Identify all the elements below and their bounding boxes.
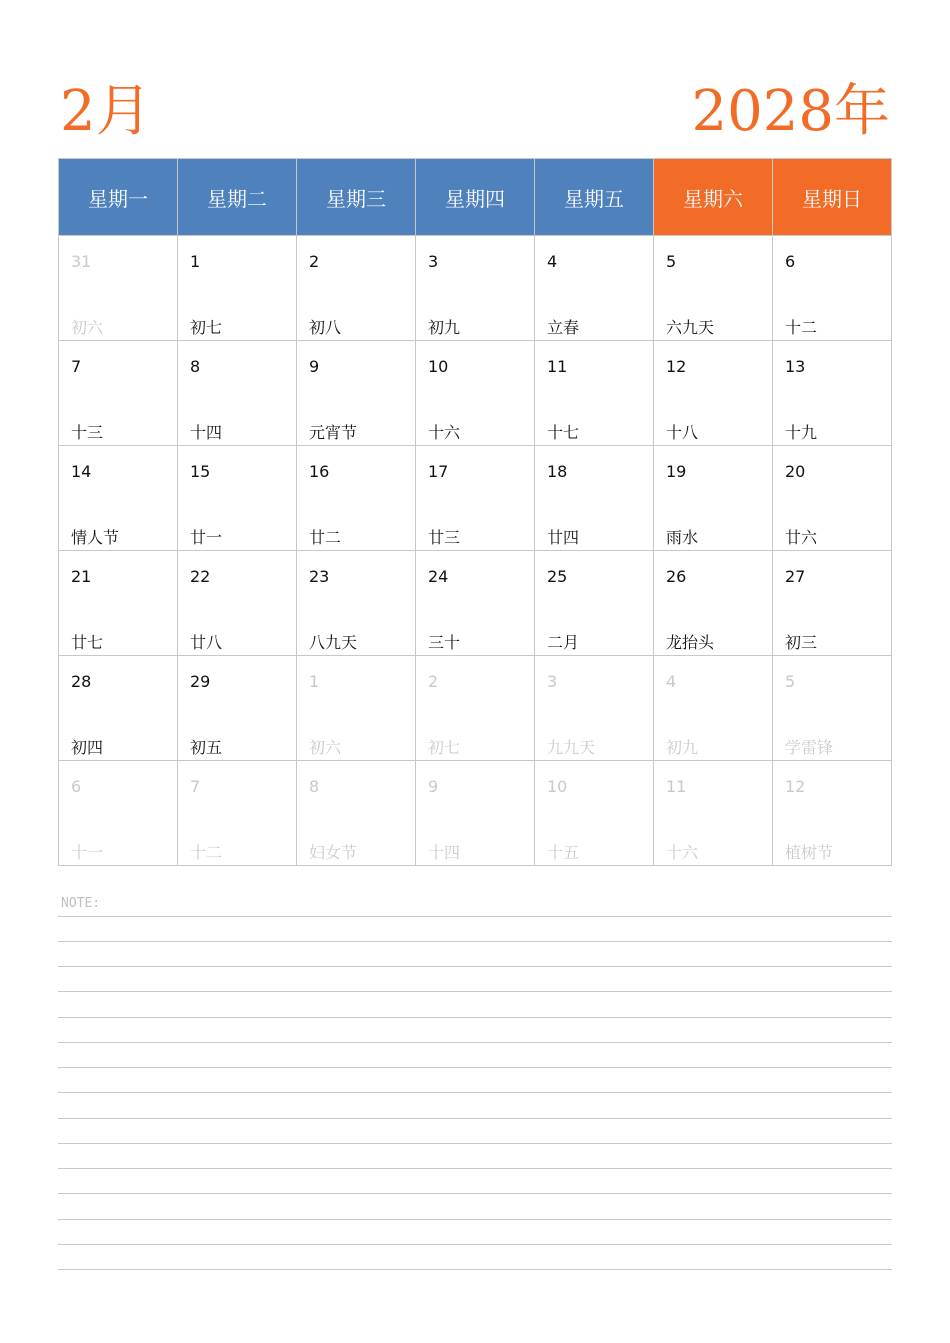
weekday-header-sat: 星期六 xyxy=(654,159,773,236)
calendar-day-cell xyxy=(59,761,178,866)
lunar-date: 八九天 xyxy=(309,633,358,652)
lunar-date: 九九天 xyxy=(547,738,596,757)
day-number: 26 xyxy=(666,567,687,586)
day-number: 20 xyxy=(785,462,806,481)
calendar-day-cell xyxy=(178,446,297,551)
lunar-date: 雨水 xyxy=(666,528,699,547)
lunar-date: 初四 xyxy=(71,738,104,757)
note-line xyxy=(58,966,892,967)
day-number: 10 xyxy=(428,357,449,376)
lunar-date: 十二 xyxy=(190,843,223,862)
calendar-day-cell xyxy=(178,656,297,761)
weekday-header-sun: 星期日 xyxy=(773,159,892,236)
notes-label: NOTE: xyxy=(61,896,101,911)
calendar-day-cell xyxy=(59,551,178,656)
calendar-day-cell xyxy=(535,551,654,656)
day-number: 4 xyxy=(666,672,677,691)
day-number: 22 xyxy=(190,567,211,586)
lunar-date: 立春 xyxy=(547,318,580,337)
day-number: 5 xyxy=(666,252,677,271)
day-number: 18 xyxy=(547,462,568,481)
calendar-week-row xyxy=(59,446,892,551)
calendar-day-cell xyxy=(654,341,773,446)
day-number: 7 xyxy=(190,777,201,796)
calendar-day-cell xyxy=(178,341,297,446)
calendar-day-cell xyxy=(416,446,535,551)
calendar-grid xyxy=(58,158,892,866)
calendar-day-cell xyxy=(773,551,892,656)
day-number: 1 xyxy=(190,252,201,271)
note-line xyxy=(58,1193,892,1194)
day-number: 3 xyxy=(428,252,439,271)
calendar-day-cell xyxy=(297,551,416,656)
note-line xyxy=(58,1143,892,1144)
calendar-day-cell xyxy=(59,446,178,551)
calendar-day-cell xyxy=(297,341,416,446)
calendar-day-cell xyxy=(297,446,416,551)
note-line xyxy=(58,1219,892,1220)
day-number: 8 xyxy=(309,777,320,796)
lunar-date: 十二 xyxy=(785,318,818,337)
lunar-date: 初六 xyxy=(71,318,104,337)
note-line xyxy=(58,1092,892,1093)
note-line xyxy=(58,1244,892,1245)
lunar-date: 十三 xyxy=(71,423,104,442)
calendar-body xyxy=(59,236,892,866)
calendar-day-cell xyxy=(535,656,654,761)
lunar-date: 初九 xyxy=(428,318,461,337)
note-line xyxy=(58,1269,892,1270)
calendar-day-cell xyxy=(416,656,535,761)
weekday-header-fri: 星期五 xyxy=(535,159,654,236)
day-number: 11 xyxy=(666,777,687,796)
lunar-date: 龙抬头 xyxy=(666,633,715,652)
note-line xyxy=(58,1168,892,1169)
note-line xyxy=(58,916,892,917)
lunar-date: 初九 xyxy=(666,738,699,757)
calendar-day-cell xyxy=(59,656,178,761)
lunar-date: 廿七 xyxy=(71,633,104,652)
day-number: 29 xyxy=(190,672,211,691)
lunar-date: 十九 xyxy=(785,423,818,442)
calendar-day-cell xyxy=(773,656,892,761)
day-number: 27 xyxy=(785,567,806,586)
calendar-day-cell xyxy=(535,341,654,446)
lunar-date: 十五 xyxy=(547,843,580,862)
lunar-date: 六九天 xyxy=(666,318,715,337)
calendar-day-cell xyxy=(178,236,297,341)
note-line xyxy=(58,941,892,942)
lunar-date: 廿一 xyxy=(190,528,223,547)
calendar-day-cell xyxy=(654,446,773,551)
lunar-date: 妇女节 xyxy=(309,843,358,862)
lunar-date: 初七 xyxy=(190,318,223,337)
calendar-day-cell xyxy=(416,551,535,656)
calendar-day-cell xyxy=(535,446,654,551)
lunar-date: 廿八 xyxy=(190,633,223,652)
lunar-date: 十一 xyxy=(71,843,104,862)
day-number: 2 xyxy=(428,672,439,691)
lunar-date: 十四 xyxy=(190,423,223,442)
day-number: 5 xyxy=(785,672,796,691)
lunar-date: 十六 xyxy=(666,843,699,862)
lunar-date: 廿三 xyxy=(428,528,461,547)
day-number: 24 xyxy=(428,567,449,586)
calendar-day-cell xyxy=(59,341,178,446)
weekday-header-wed: 星期三 xyxy=(297,159,416,236)
lunar-date: 情人节 xyxy=(71,528,120,547)
calendar-day-cell xyxy=(773,341,892,446)
day-number: 1 xyxy=(309,672,320,691)
calendar-day-cell xyxy=(416,236,535,341)
day-number: 10 xyxy=(547,777,568,796)
lunar-date: 学雷锋 xyxy=(785,738,834,757)
day-number: 17 xyxy=(428,462,449,481)
calendar-day-cell xyxy=(654,551,773,656)
day-number: 12 xyxy=(785,777,806,796)
calendar-day-cell xyxy=(773,761,892,866)
day-number: 6 xyxy=(71,777,82,796)
calendar-day-cell xyxy=(535,236,654,341)
day-number: 3 xyxy=(547,672,558,691)
note-line xyxy=(58,991,892,992)
lunar-date: 初六 xyxy=(309,738,342,757)
calendar-day-cell xyxy=(178,551,297,656)
day-number: 19 xyxy=(666,462,687,481)
day-number: 8 xyxy=(190,357,201,376)
weekday-header-mon: 星期一 xyxy=(59,159,178,236)
lunar-date: 初八 xyxy=(309,318,342,337)
lunar-date: 初三 xyxy=(785,633,818,652)
lunar-date: 二月 xyxy=(547,633,580,652)
calendar-day-cell xyxy=(773,236,892,341)
day-number: 4 xyxy=(547,252,558,271)
calendar-day-cell xyxy=(535,761,654,866)
day-number: 2 xyxy=(309,252,320,271)
calendar-week-row xyxy=(59,656,892,761)
calendar-week-row xyxy=(59,761,892,866)
lunar-date: 廿四 xyxy=(547,528,580,547)
day-number: 9 xyxy=(309,357,320,376)
day-number: 11 xyxy=(547,357,568,376)
lunar-date: 初七 xyxy=(428,738,461,757)
year-title: 2028年 xyxy=(691,79,890,144)
day-number: 31 xyxy=(71,252,92,271)
note-line xyxy=(58,1118,892,1119)
day-number: 7 xyxy=(71,357,82,376)
calendar-week-row xyxy=(59,341,892,446)
day-number: 23 xyxy=(309,567,330,586)
calendar-day-cell xyxy=(416,341,535,446)
lunar-date: 十七 xyxy=(547,423,580,442)
day-number: 28 xyxy=(71,672,92,691)
day-number: 16 xyxy=(309,462,330,481)
day-number: 12 xyxy=(666,357,687,376)
weekday-header-tue: 星期二 xyxy=(178,159,297,236)
calendar-week-row xyxy=(59,236,892,341)
calendar-day-cell xyxy=(59,236,178,341)
weekday-header-thu: 星期四 xyxy=(416,159,535,236)
lunar-date: 初五 xyxy=(190,738,223,757)
day-number: 14 xyxy=(71,462,92,481)
lunar-date: 十四 xyxy=(428,843,461,862)
calendar-week-row xyxy=(59,551,892,656)
calendar-day-cell xyxy=(654,236,773,341)
note-line xyxy=(58,1017,892,1018)
calendar-day-cell xyxy=(416,761,535,866)
weekday-header-row xyxy=(59,159,892,236)
day-number: 6 xyxy=(785,252,796,271)
calendar-day-cell xyxy=(654,656,773,761)
calendar-day-cell xyxy=(297,761,416,866)
calendar-day-cell xyxy=(654,761,773,866)
calendar-day-cell xyxy=(297,656,416,761)
day-number: 21 xyxy=(71,567,92,586)
note-line xyxy=(58,1042,892,1043)
lunar-date: 廿六 xyxy=(785,528,818,547)
lunar-date: 三十 xyxy=(428,633,461,652)
lunar-date: 植树节 xyxy=(785,843,834,862)
day-number: 15 xyxy=(190,462,211,481)
lunar-date: 廿二 xyxy=(309,528,342,547)
calendar-day-cell xyxy=(773,446,892,551)
note-line xyxy=(58,1067,892,1068)
day-number: 13 xyxy=(785,357,806,376)
lunar-date: 元宵节 xyxy=(309,423,358,442)
lunar-date: 十六 xyxy=(428,423,461,442)
calendar-day-cell xyxy=(178,761,297,866)
month-title: 2月 xyxy=(60,79,152,144)
day-number: 25 xyxy=(547,567,568,586)
day-number: 9 xyxy=(428,777,439,796)
calendar-day-cell xyxy=(297,236,416,341)
lunar-date: 十八 xyxy=(666,423,699,442)
